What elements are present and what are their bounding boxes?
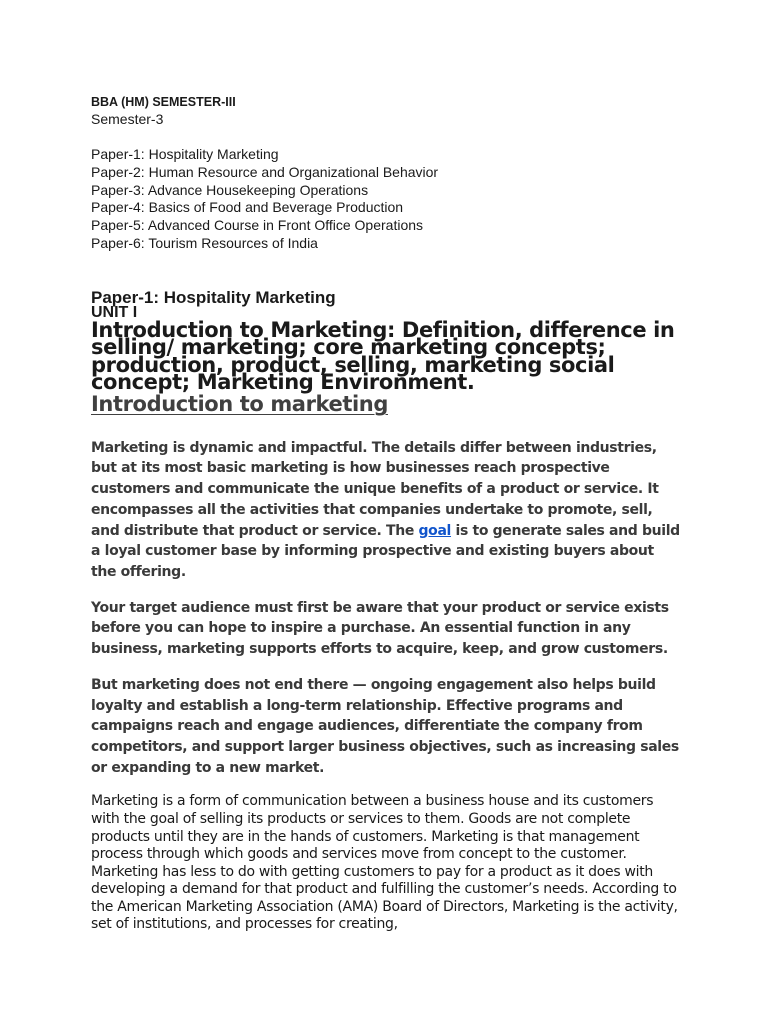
paragraph-text: is to generate sales and build a loyal customer base by informing prospective and existing buyers about the offering. (91, 522, 680, 580)
unit-topic: Introduction to Marketing: Definition, difference in selling/ marketing; core marketing concepts; production, product, selling, marketing social concept; Marketing Environment. (91, 317, 675, 395)
document-title: BBA (HM) SEMESTER-III (91, 95, 236, 109)
paper-list-item: Paper-3: Advance Housekeeping Operations (91, 181, 369, 198)
document-subtitle: Semester-3 (91, 111, 164, 127)
paper-list-item: Paper-6: Tourism Resources of India (91, 234, 318, 251)
paper-list-item: Paper-4: Basics of Food and Beverage Production (91, 199, 404, 216)
paragraph-definition: Marketing is a form of communication between a business house and its customers with the goal of selling its products or services to them. Goods are not complete products until they are in the hands of customers. Marketing is that management process through which goods and services move from concept to the customer. Marketing has less to do with getting customers to pay for a product as it does with developing a demand for that product and fulfilling the customer’s needs. According to the American Marketing Association (AMA) Board of Directors, Marketing is the activity, set of institutions, and processes for creating, (91, 793, 678, 933)
document-page (91, 94, 681, 934)
spacer (91, 416, 681, 438)
paper-list-item: Paper-1: Hospitality Marketing (91, 146, 279, 162)
paragraph-target-audience: Your target audience must first be aware that your product or service exists before you can hope to inspire a purchase. An essential function in any business, marketing supports efforts to acquire, keep, and grow customers. (91, 599, 669, 658)
paper-list (91, 146, 681, 253)
paragraph-engagement: But marketing does not end there — ongoing engagement also helps build loyalty and establish a long-term relationship. Effective programs and campaigns reach and engage audiences, differentiate the company from competitors, and support larger business objectives, such as increasing sales or expanding to a new market. (91, 676, 679, 776)
section-heading: Introduction to marketing (91, 391, 388, 416)
paragraph-text: Marketing is dynamic and impactful. The details differ between industries, but at its most basic marketing is how businesses reach prospective customers and communicate the unique benefits of a product or service. It encompasses all the activities that companies undertake to promote, sell, and distribute that product or service. The (91, 439, 659, 539)
paragraph-intro (91, 438, 681, 583)
paper-title: Paper-1: Hospitality Marketing (91, 287, 336, 307)
goal-link[interactable]: goal (418, 522, 452, 539)
paper-list-item: Paper-2: Human Resource and Organizational Behavior (91, 163, 439, 180)
unit-label: UNIT I (91, 303, 138, 321)
paper-list-item: Paper-5: Advanced Course in Front Office Operations (91, 217, 424, 234)
